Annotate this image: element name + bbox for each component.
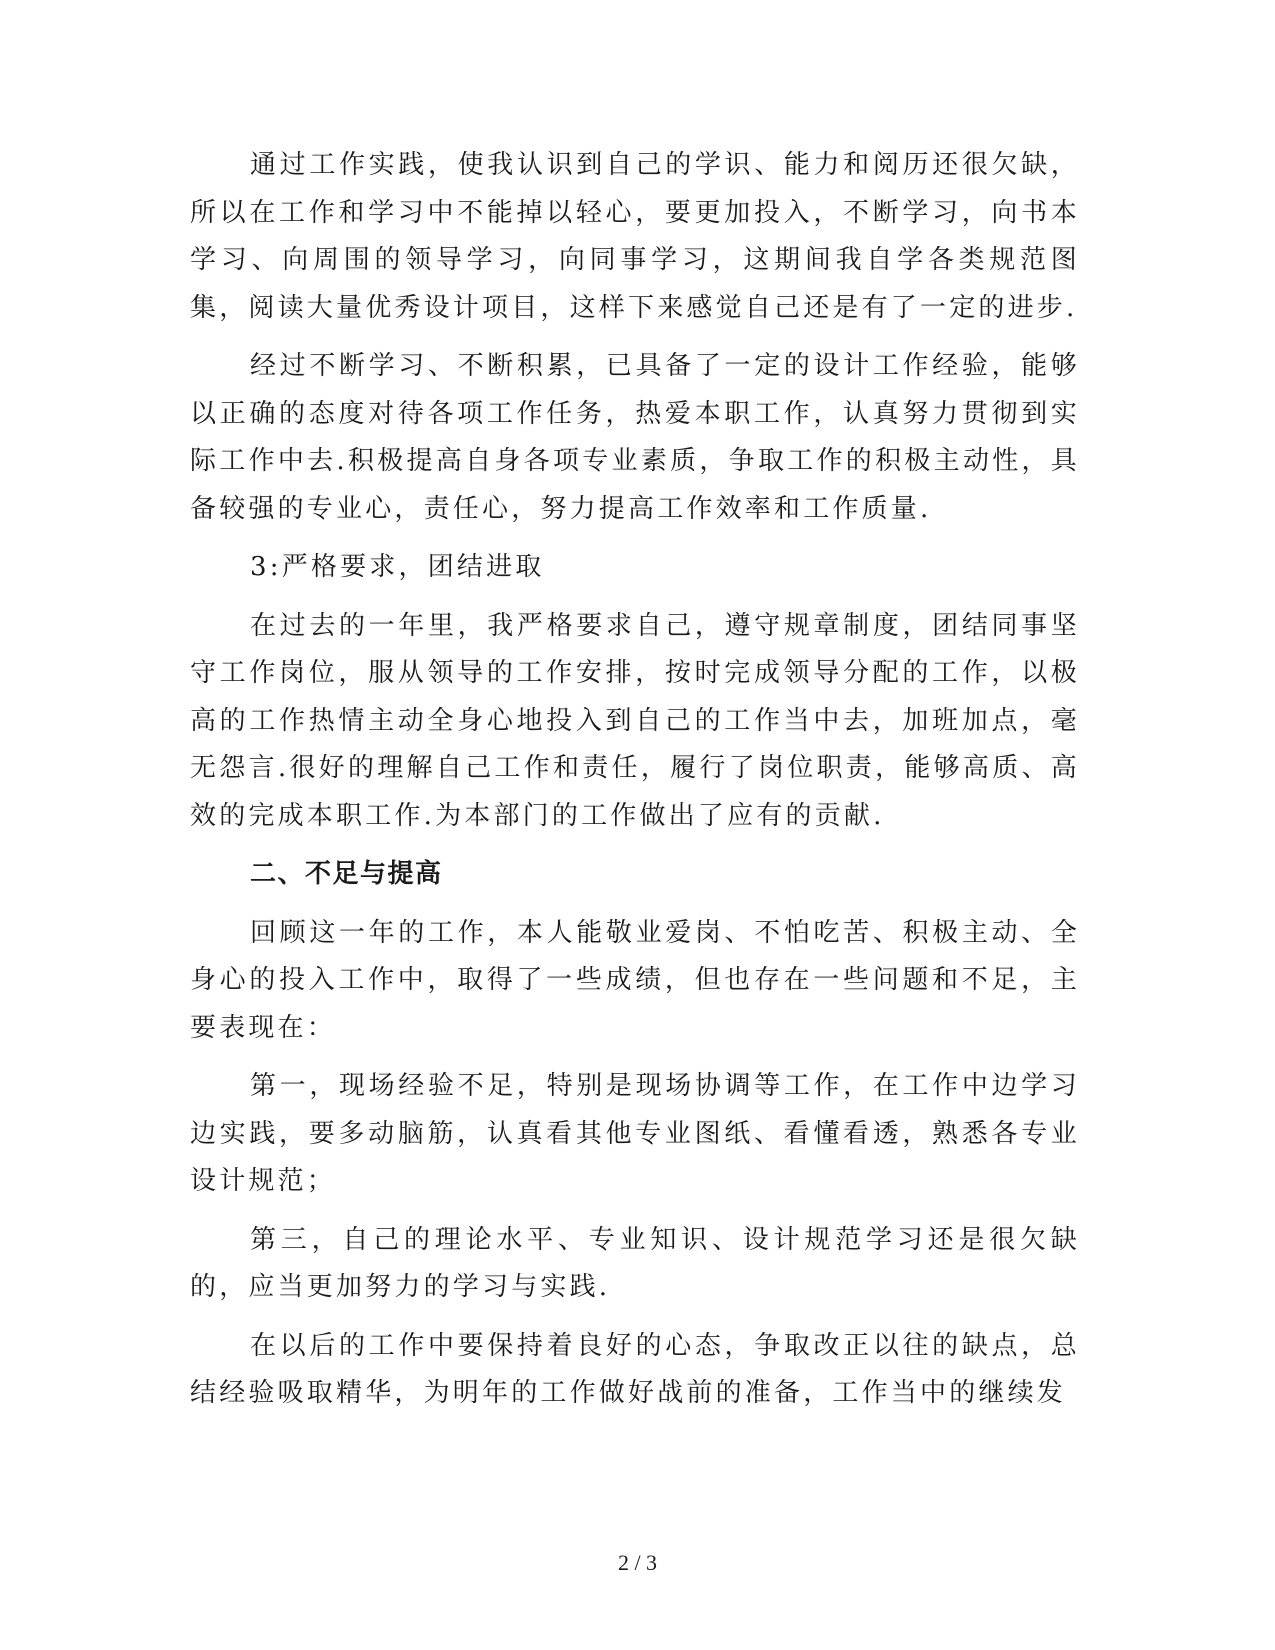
- section-heading-shortcomings: 二、不足与提高: [250, 859, 443, 889]
- paragraph-discipline: 在过去的一年里，我严格要求自己，遵守规章制度，团结同事坚守工作岗位，服从领导的工作安排，按时完成领导分配的工作，以极高的工作热情主动全身心地投入到自己的工作当中去，加班加点，毫无怨言.很好的理解自己工作和责任，履行了岗位职责，能够高质、高效的完成本职工作.为本部门的工作做出了应有的贡献.: [190, 610, 1080, 831]
- paragraph-future: 在以后的工作中要保持着良好的心态，争取改正以往的缺点，总结经验吸取精华，为明年的工作做好战前的准备，工作当中的继续发: [190, 1330, 1080, 1408]
- page-number: 2 / 3: [617, 1550, 658, 1575]
- paragraph-third-point: 第三，自己的理论水平、专业知识、设计规范学习还是很欠缺的，应当更加努力的学习与实践.: [190, 1224, 1080, 1302]
- paragraph-review: 回顾这一年的工作，本人能敬业爱岗、不怕吃苦、积极主动、全身心的投入工作中，取得了一些成绩，但也存在一些问题和不足，主要表现在：: [190, 917, 1080, 1043]
- paragraph-learning: 通过工作实践，使我认识到自己的学识、能力和阅历还很欠缺，所以在工作和学习中不能掉以轻心，要更加投入，不断学习，向书本学习、向周围的领导学习，向同事学习，这期间我自学各类规范图集，阅读大量优秀设计项目，这样下来感觉自己还是有了一定的进步.: [190, 150, 1080, 323]
- document-body: [190, 142, 1080, 1429]
- paragraph-experience: 经过不断学习、不断积累，已具备了一定的设计工作经验，能够以正确的态度对待各项工作任务，热爱本职工作，认真努力贯彻到实际工作中去.积极提高自身各项专业素质，争取工作的积极主动性，具备较强的专业心，责任心，努力提高工作效率和工作质量.: [190, 351, 1080, 524]
- paragraph-first-point: 第一，现场经验不足，特别是现场协调等工作，在工作中边学习边实践，要多动脑筋，认真看其他专业图纸、看懂看透，熟悉各专业设计规范；: [190, 1071, 1080, 1196]
- subheading-strict-requirements: 3:严格要求，团结进取: [250, 552, 545, 582]
